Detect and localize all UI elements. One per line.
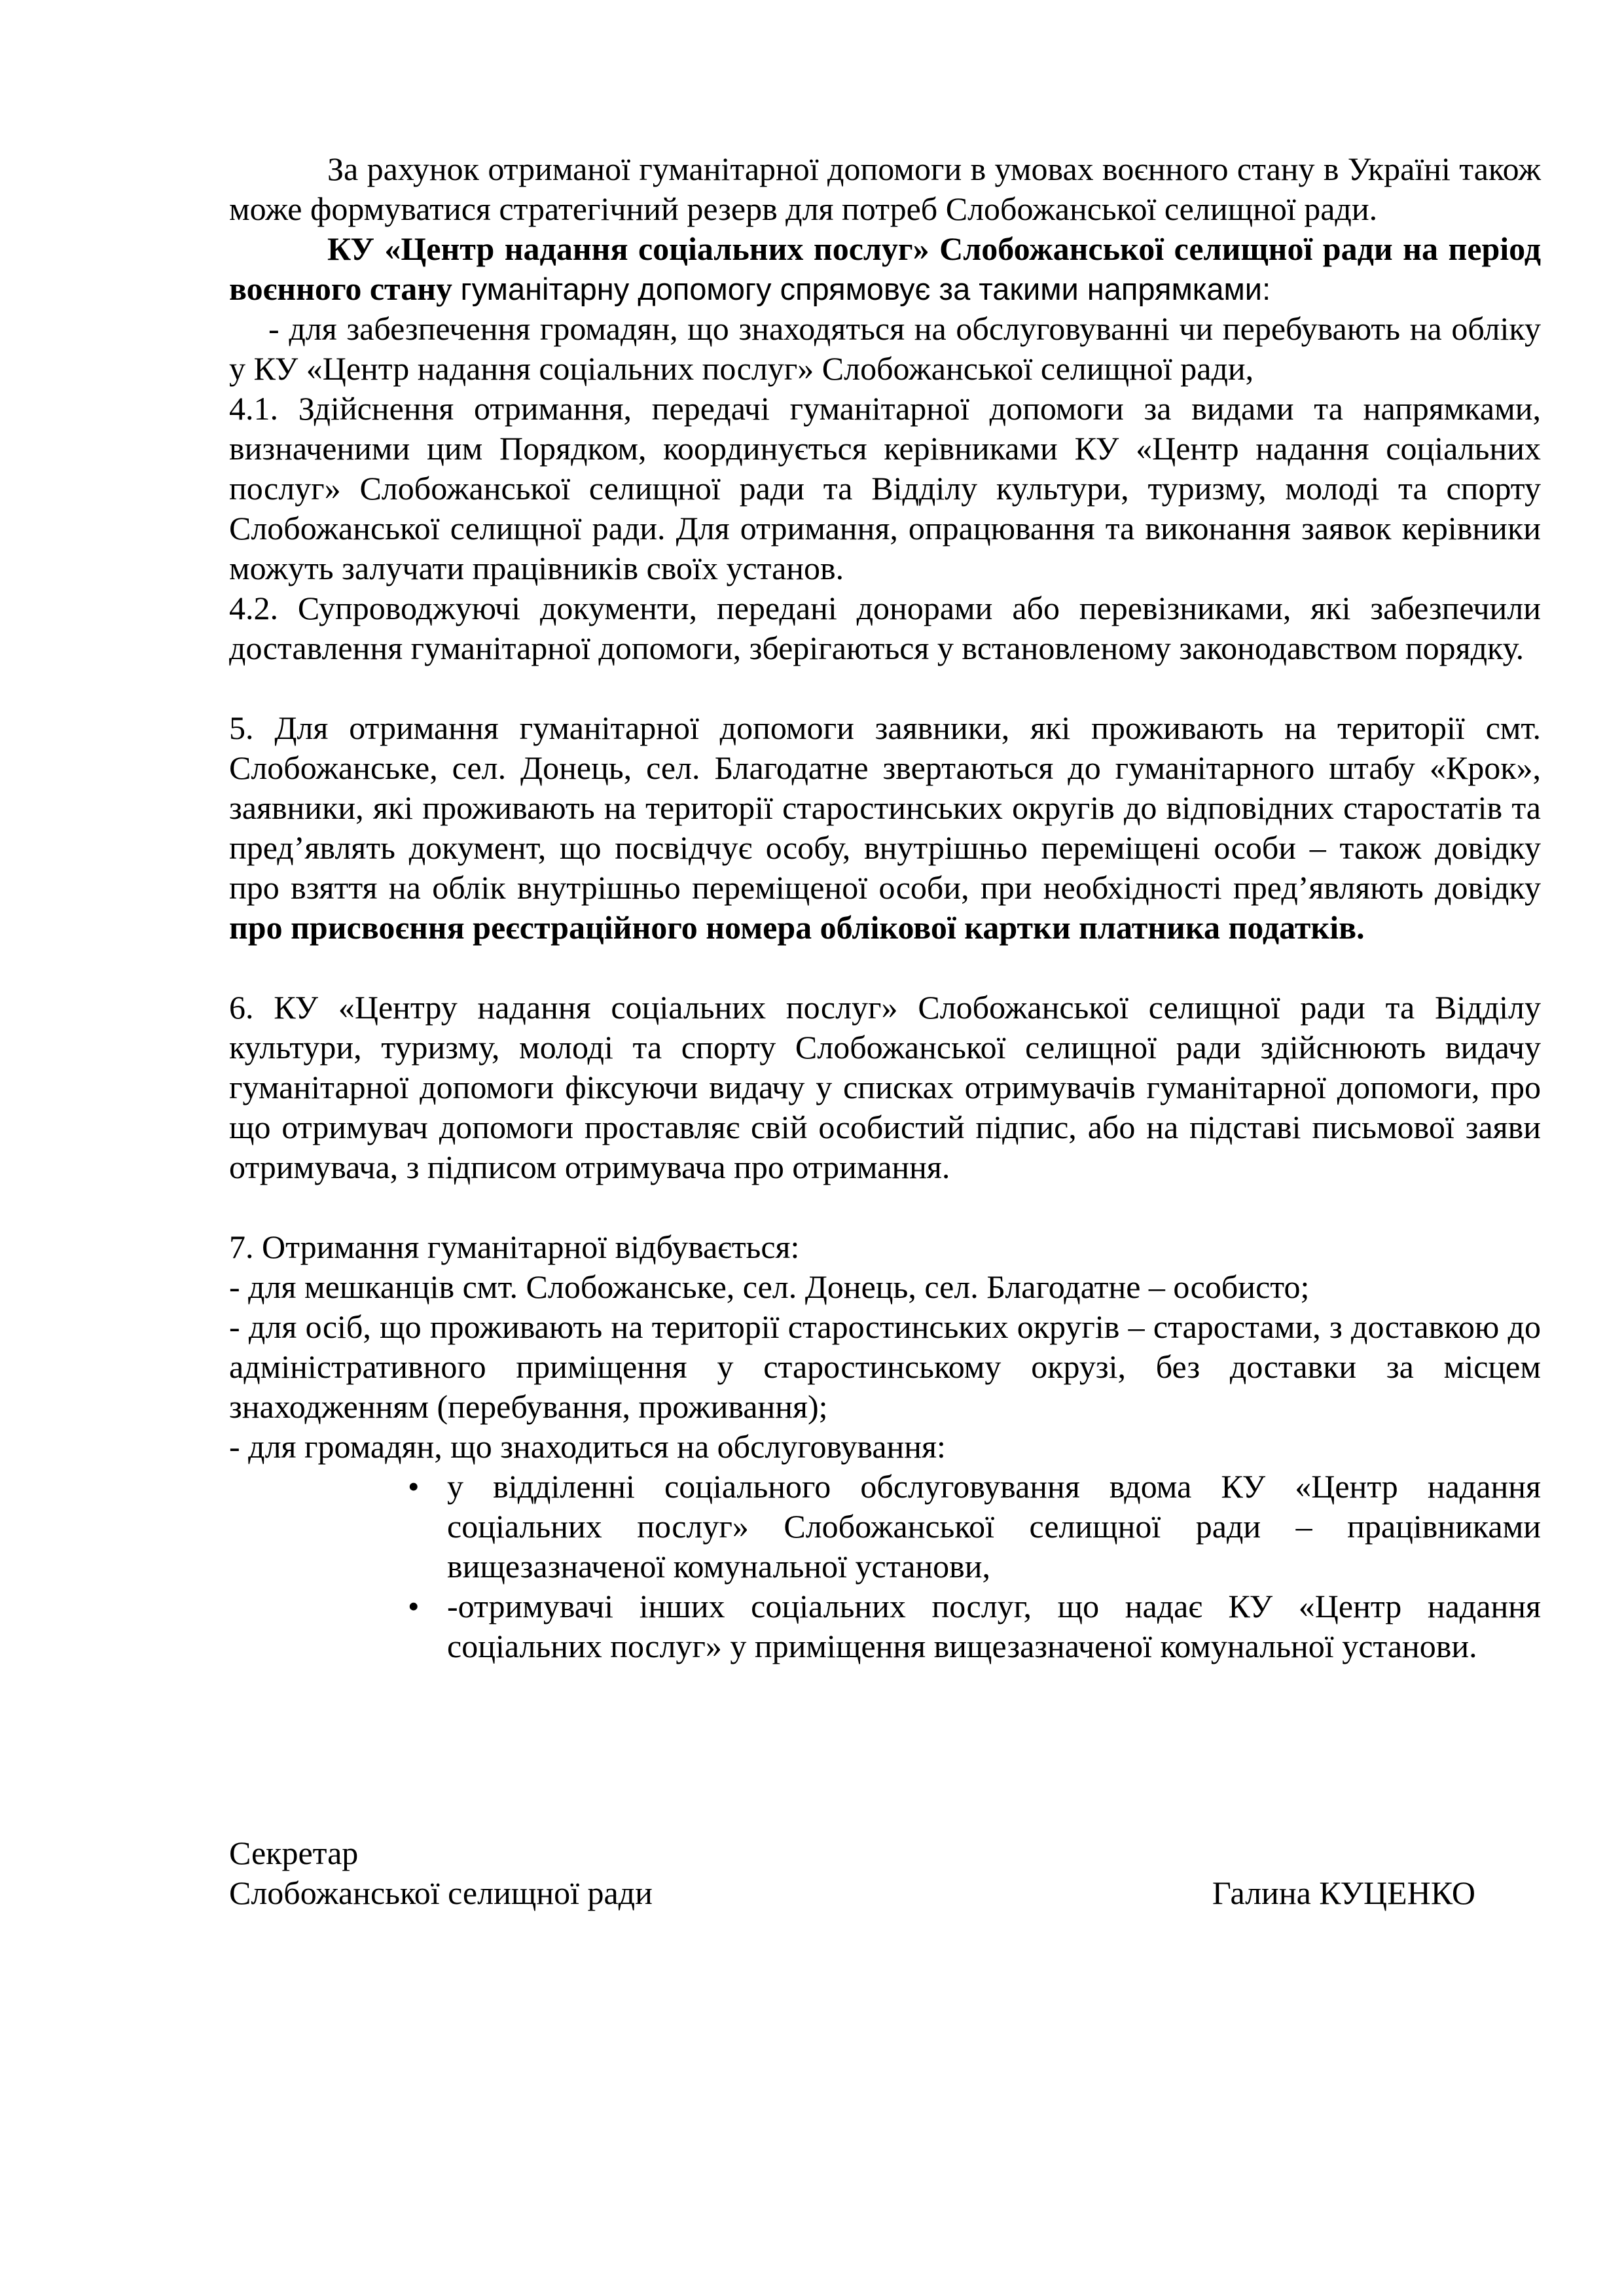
blank-line [229,948,1541,988]
paragraph-intro: За рахунок отриманої гуманітарної допомоги в умовах воєнного стану в Україні також може формуватися стратегічний резерв для потреб Слобожанської селищної ради. [229,151,1541,227]
paragraph-4-1: 4.1. Здійснення отримання, передачі гуманітарної допомоги за видами та напрямками, визначеними цим Порядком, координується керівниками КУ «Центр надання соціальних послуг» Слобожанської селищної ради та Відділу культури, туризму, молоді та спорту Слобожанської селищної ради. Для отримання, опрацювання та виконання заявок керівники можуть залучати працівників своїх установ. [229,390,1541,586]
paragraph-6: 6. КУ «Центру надання соціальних послуг» Слобожанської селищної ради та Відділу культури, туризму, молоді та спорту Слобожанської селищної ради здійснюють видачу гуманітарної допомоги фіксуючи видачу у списках отримувачів гуманітарної допомоги, про що отримувач допомоги проставляє свій особистий підпис, або на підставі письмової заяви отримувача, з підписом отримувача про отримання. [229,989,1541,1185]
bullet-icon: • [408,1588,420,1624]
signature-block [229,1833,1541,1913]
paragraph-7-item-residents: - для мешканців смт. Слобожанське, сел. Донець, сел. Благодатне – особисто; [229,1268,1310,1305]
signature-role [229,1833,653,1913]
paragraph-7-heading: 7. Отримання гуманітарної відбувається: [229,1229,800,1265]
paragraph-ku-directions [229,229,1541,309]
paragraph-7-item-served: - для громадян, що знаходиться на обслуговування: [229,1428,946,1465]
paragraph-5-normal: 5. Для отримання гуманітарної допомоги заявники, які проживають на території смт. Слобожанське, сел. Донець, сел. Благодатне звертаються до гуманітарного штабу «Крок», заявники, які проживають на території старостинських округів до відповідних старостатів та пред’являть документ, що посвідчує особу, внутрішньо переміщені особи – також довідку про взяття на облік внутрішньо переміщеної особи, при необхідності пред’являють довідку [229,709,1541,906]
signature-role-line1: Секретар [229,1835,359,1871]
bullet-text-home-care: у відділенні соціального обслуговування вдома КУ «Центр надання соціальних послуг» Слобожанської селищної ради – працівниками вищезазначеної комунальної установи, [447,1468,1541,1585]
paragraph-ku-directions-bold: КУ «Центр надання соціальних послуг» Слобожанської селищної ради на період воєнного стану [229,230,1541,307]
list-item [408,1587,1541,1666]
bullet-list [408,1467,1541,1666]
signature-name: Галина КУЦЕНКО [1212,1874,1475,1911]
document-body [229,149,1541,1913]
paragraph-ku-directions-rest: гуманітарну допомогу спрямовує за такими напрямками: [460,272,1271,306]
signature-role-line2: Слобожанської селищної ради [229,1874,653,1911]
blank-line [229,668,1541,708]
paragraph-4-2: 4.2. Супроводжуючі документи, передані донорами або перевізниками, які забезпечили доставлення гуманітарної допомоги, зберігаються у встановленому законодавством порядку. [229,590,1541,666]
blank-line [229,1187,1541,1227]
paragraph-7-item-districts: - для осіб, що проживають на території старостинських округів – старостами, з доставкою до адміністративного приміщення у старостинському окрузі, без доставки за місцем знаходженням (перебування, проживання); [229,1308,1541,1425]
paragraph-dash-citizens: - для забезпечення громадян, що знаходяться на обслуговуванні чи перебувають на обліку у КУ «Центр надання соціальних послуг» Слобожанської селищної ради, [229,310,1541,387]
bullet-text-other-services: -отримувачі інших соціальних послуг, що надає КУ «Центр надання соціальних послуг» у приміщення вищезазначеної комунальної установи. [447,1588,1541,1664]
paragraph-5 [229,708,1541,948]
bullet-icon: • [408,1468,420,1505]
paragraph-5-bold: про присвоєння реєстраційного номера облікової картки платника податків. [229,909,1365,946]
list-item [408,1467,1541,1587]
